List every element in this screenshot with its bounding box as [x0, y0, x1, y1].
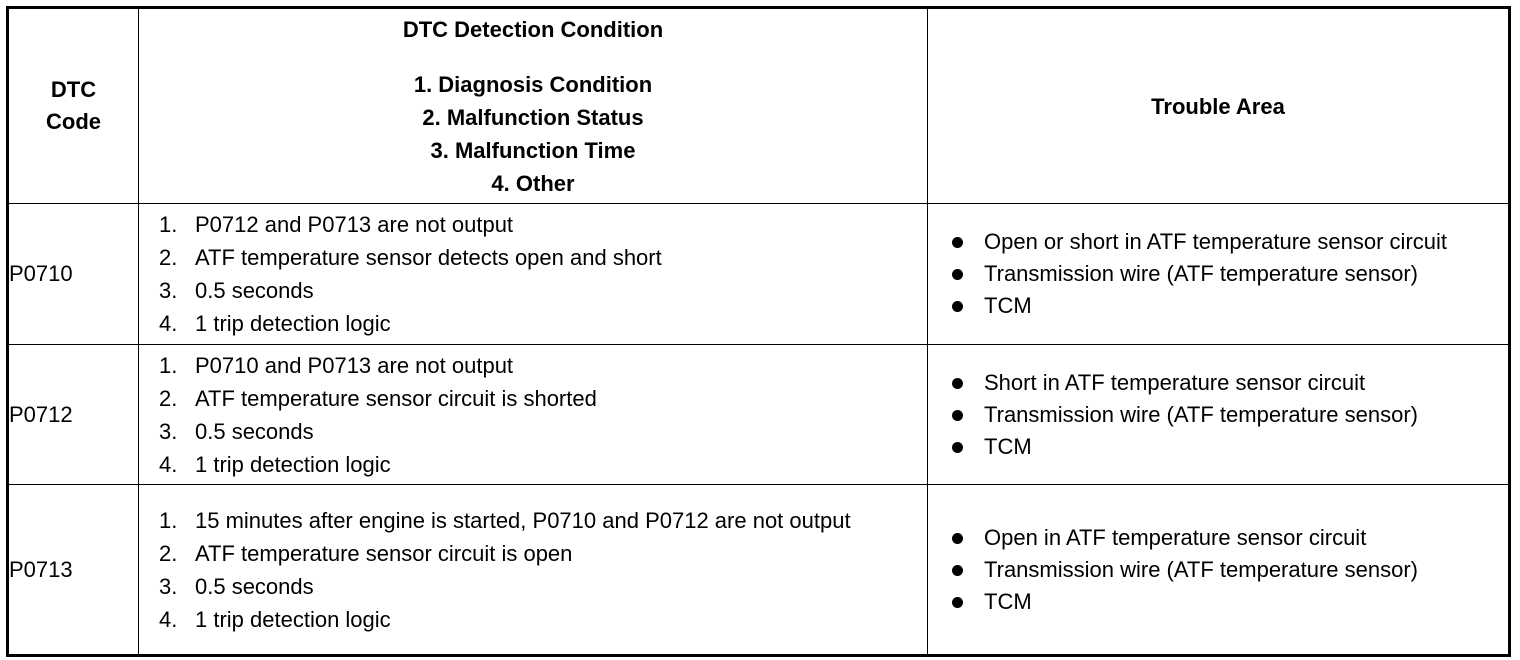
- header-dtc-code-line1: DTC: [50, 77, 97, 102]
- table-row: [8, 204, 1510, 345]
- condition-item: 2. ATF temperature sensor detects open and short: [159, 245, 662, 270]
- condition-item: 4. 1 trip detection logic: [159, 606, 391, 632]
- header-detection-condition: [139, 8, 928, 204]
- trouble-item: Transmission wire (ATF temperature sensor): [950, 258, 1508, 290]
- bullet-icon: [952, 269, 963, 280]
- bullet-icon: [952, 237, 963, 248]
- bullet-icon: [952, 301, 963, 312]
- condition-item: 3. 0.5 seconds: [159, 278, 314, 303]
- header-condition-title: DTC Detection Condition: [402, 16, 664, 42]
- header-dtc-code-line2: Code: [46, 109, 101, 134]
- condition-cell: [139, 485, 928, 656]
- trouble-item: Open or short in ATF temperature sensor circuit: [950, 226, 1508, 258]
- table-row: [8, 485, 1510, 656]
- condition-item: 3. 0.5 seconds: [159, 418, 314, 444]
- bullet-icon: [952, 442, 963, 453]
- condition-item: 1. P0712 and P0713 are not output: [159, 212, 514, 237]
- header-dtc-code: [8, 8, 139, 204]
- header-condition-item: 2. Malfunction Status: [422, 104, 644, 130]
- trouble-item: Transmission wire (ATF temperature sensor): [950, 399, 1508, 431]
- trouble-area-cell: [928, 485, 1510, 656]
- condition-item: 4. 1 trip detection logic: [159, 451, 391, 477]
- condition-item: 3. 0.5 seconds: [159, 573, 314, 599]
- dtc-table: [6, 6, 1511, 657]
- condition-item: 2. ATF temperature sensor circuit is open: [159, 540, 573, 566]
- trouble-item: Open in ATF temperature sensor circuit: [950, 522, 1508, 554]
- header-row: [8, 8, 1510, 204]
- trouble-item: Transmission wire (ATF temperature sensor): [950, 554, 1508, 586]
- bullet-icon: [952, 597, 963, 608]
- trouble-item: TCM: [950, 431, 1508, 463]
- header-condition-item: 3. Malfunction Time: [430, 137, 636, 163]
- bullet-icon: [952, 533, 963, 544]
- condition-item: 1. 15 minutes after engine is started, P0710 and P0712 are not output: [159, 507, 851, 533]
- bullet-icon: [952, 565, 963, 576]
- condition-item: 1. P0710 and P0713 are not output: [159, 352, 514, 378]
- trouble-area-cell: [928, 204, 1510, 345]
- header-condition-item: 1. Diagnosis Condition: [413, 71, 653, 97]
- condition-item: 2. ATF temperature sensor circuit is shorted: [159, 385, 597, 411]
- condition-cell: [139, 204, 928, 345]
- condition-cell: [139, 345, 928, 485]
- condition-item: 4. 1 trip detection logic: [159, 311, 391, 336]
- trouble-item: TCM: [950, 290, 1508, 322]
- bullet-icon: [952, 410, 963, 421]
- dtc-code-cell: P0713: [8, 485, 139, 656]
- bullet-icon: [952, 378, 963, 389]
- trouble-item: Short in ATF temperature sensor circuit: [950, 367, 1508, 399]
- trouble-item: TCM: [950, 586, 1508, 618]
- header-condition-item: 4. Other: [491, 170, 575, 196]
- header-trouble-area: Trouble Area: [928, 8, 1510, 204]
- table-row: [8, 345, 1510, 485]
- dtc-code-cell: P0710: [8, 204, 139, 345]
- dtc-code-cell: P0712: [8, 345, 139, 485]
- trouble-area-cell: [928, 345, 1510, 485]
